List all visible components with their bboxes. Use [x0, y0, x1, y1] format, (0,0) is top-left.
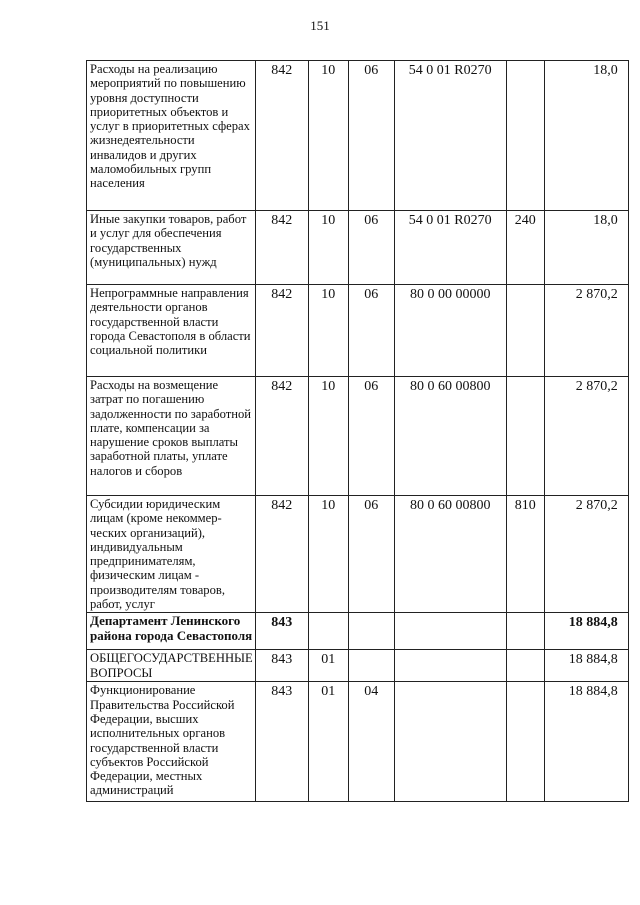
amount-cell: 18,0 — [544, 61, 628, 211]
amount-cell: 2 870,2 — [544, 496, 628, 613]
table-row — [87, 682, 629, 802]
row-name-cell: Департамент Ленинского района города Севастополя — [87, 613, 256, 650]
subsection-code-cell: 06 — [348, 211, 394, 285]
section-code-cell — [308, 613, 348, 650]
amount-cell: 18 884,8 — [544, 682, 628, 802]
target-article-cell: 80 0 60 00800 — [394, 496, 506, 613]
ministry-code-cell: 842 — [255, 211, 308, 285]
section-code-cell: 10 — [308, 211, 348, 285]
page-number: 151 — [310, 18, 330, 33]
amount-cell: 18,0 — [544, 211, 628, 285]
subsection-code-cell: 04 — [348, 682, 394, 802]
table-row — [87, 650, 629, 682]
amount-cell: 18 884,8 — [544, 613, 628, 650]
target-article-cell: 54 0 01 R0270 — [394, 211, 506, 285]
subsection-code-cell: 06 — [348, 496, 394, 613]
section-code-cell: 10 — [308, 285, 348, 377]
section-code-cell: 10 — [308, 496, 348, 613]
ministry-code-cell: 842 — [255, 377, 308, 496]
target-article-cell — [394, 650, 506, 682]
expense-type-cell — [506, 377, 544, 496]
row-name-cell: Субсидии юридическим лицам (кроме некоммер-ческих организаций), индивидуальным предпринимателям, физическим лицам - производителям товаров, работ, услуг — [87, 496, 256, 613]
table-row — [87, 61, 629, 211]
expense-type-cell — [506, 613, 544, 650]
expense-type-cell — [506, 61, 544, 211]
subsection-code-cell — [348, 650, 394, 682]
ministry-code-cell: 843 — [255, 650, 308, 682]
subsection-code-cell: 06 — [348, 61, 394, 211]
expense-type-cell — [506, 682, 544, 802]
subsection-code-cell: 06 — [348, 285, 394, 377]
target-article-cell: 80 0 60 00800 — [394, 377, 506, 496]
expense-type-cell: 810 — [506, 496, 544, 613]
ministry-code-cell: 842 — [255, 285, 308, 377]
table-body — [87, 61, 629, 802]
expense-type-cell — [506, 285, 544, 377]
amount-cell: 2 870,2 — [544, 285, 628, 377]
budget-table — [86, 60, 629, 802]
row-name-cell: Расходы на возмещение затрат по погашению задолженности по заработной плате, компенсации за нарушение сроков выплаты заработной платы, уплате налогов и сборов — [87, 377, 256, 496]
row-name-cell: ОБЩЕГОСУДАРСТВЕННЫЕ ВОПРОСЫ — [87, 650, 256, 682]
target-article-cell — [394, 613, 506, 650]
subsection-code-cell — [348, 613, 394, 650]
section-code-cell: 01 — [308, 650, 348, 682]
row-name-cell: Непрограммные направления деятельности органов государственной власти города Севастополя в области социальной политики — [87, 285, 256, 377]
table-row — [87, 496, 629, 613]
row-name-cell: Функционирование Правительства Российской Федерации, высших исполнительных органов государственной власти субъектов Российской Федерации, местных администраций — [87, 682, 256, 802]
ministry-code-cell: 842 — [255, 496, 308, 613]
table-row — [87, 211, 629, 285]
expense-type-cell — [506, 650, 544, 682]
ministry-code-cell: 843 — [255, 682, 308, 802]
table-row — [87, 377, 629, 496]
section-code-cell: 10 — [308, 61, 348, 211]
row-name-cell: Расходы на реализацию мероприятий по повышению уровня доступности приоритетных объектов и услуг в приоритетных сферах жизнедеятельности инвалидов и других маломобильных групп населения — [87, 61, 256, 211]
row-name-cell: Иные закупки товаров, работ и услуг для обеспечения государственных (муниципальных) нужд — [87, 211, 256, 285]
section-code-cell: 10 — [308, 377, 348, 496]
subsection-code-cell: 06 — [348, 377, 394, 496]
target-article-cell: 80 0 00 00000 — [394, 285, 506, 377]
table-row — [87, 285, 629, 377]
table-row — [87, 613, 629, 650]
expense-type-cell: 240 — [506, 211, 544, 285]
ministry-code-cell: 843 — [255, 613, 308, 650]
target-article-cell: 54 0 01 R0270 — [394, 61, 506, 211]
ministry-code-cell: 842 — [255, 61, 308, 211]
target-article-cell — [394, 682, 506, 802]
amount-cell: 2 870,2 — [544, 377, 628, 496]
section-code-cell: 01 — [308, 682, 348, 802]
amount-cell: 18 884,8 — [544, 650, 628, 682]
